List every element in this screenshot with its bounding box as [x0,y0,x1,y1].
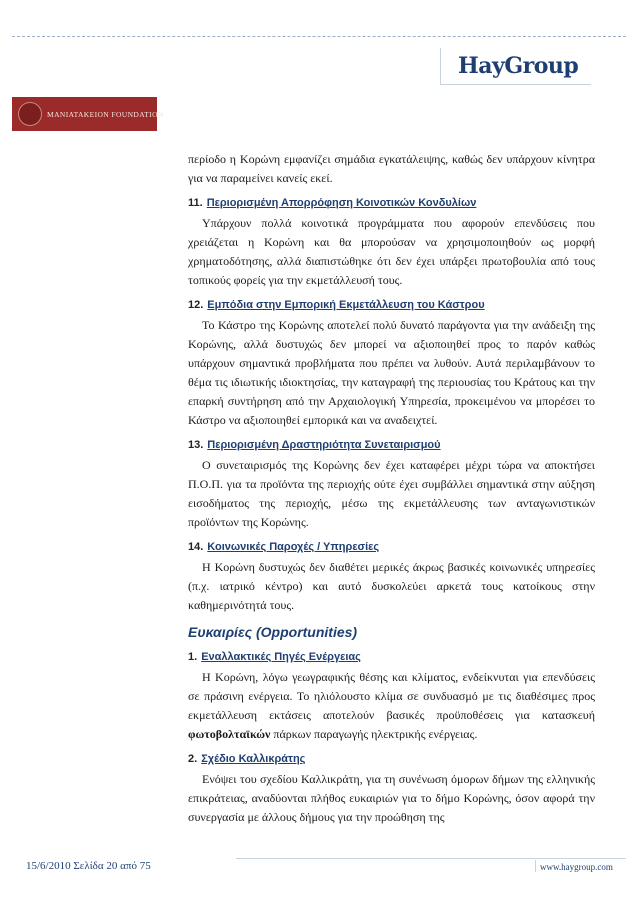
top-divider [12,36,626,37]
footer-divider [236,858,626,859]
section-number: 13. [188,439,204,451]
page-info: 15/6/2010 Σελίδα 20 από 75 [26,860,151,872]
section-title: Κοινωνικές Παροχές / Υπηρεσίες [207,541,380,553]
section-paragraph-14: Η Κορώνη δυστυχώς δεν διαθέτει μερικές άκρως βασικές κοινωνικές υπηρεσίες (π.χ. ιατρικό κέντρο) και αυτό δυσκολεύει αρκετά τους κατοίκους στην καθημερινότητά τους. [188,560,595,612]
section-paragraph-13: Ο συνεταιρισμός της Κορώνης δεν έχει καταφέρει μέχρι τώρα να αποκτήσει Π.Ο.Π. για τα προϊόντα της περιοχής ούτε έχει συμβάλλει σημαντικά στην αύξηση εισοδήματος της περιοχής, μέσω της εκμετάλλευσης των ανταγωνιστικών προϊόντων της Κορώνης. [188,458,595,529]
section-paragraph-11: Υπάρχουν πολλά κοινοτικά προγράμματα που αφορούν επενδύσεις που χρειάζεται η Κορώνη και θα μπορούσαν να χρησιμοποιηθούν ως μορφή χρηματοδότησης, αλλά διαπιστώθηκε ότι δεν έχει υπάρξει πρωτοβουλία από τους τοπικούς φορείς για την εκμετάλλευσή τους. [188,216,595,287]
opportunity-title: Εναλλακτικές Πηγές Ενέργειας [201,651,361,663]
section-number: 12. [188,299,204,311]
opportunity-number: 1. [188,651,198,663]
haygroup-logo [440,48,626,86]
document-body [188,150,595,827]
foundation-banner [12,97,164,131]
section-title: Περιορισμένη Απορρόφηση Κοινοτικών Κονδυλίων [206,197,477,209]
opportunity-paragraph-1 [188,668,595,744]
foundation-emblem-icon [18,102,42,126]
section-title: Εμπόδια στην Εμπορική Εκμετάλλευση του Κάστρου [207,299,485,311]
opportunity-paragraph-2: Ενόψει του σχεδίου Καλλικράτη, για τη συνένωση όμορων δήμων της ελληνικής επικράτειας, αναδύονται πλήθος ευκαιριών για το δήμο Κορώνης, όσον αφορά την συνεργασία με άλλους δήμους για την προώθηση της [188,772,595,824]
footer-separator [535,860,536,872]
opportunity-number: 2. [188,753,198,765]
bold-term: φωτοβολταϊκών [188,727,271,741]
website-link[interactable]: www.haygroup.com [540,862,613,872]
section-heading-14 [188,538,595,557]
section-title: Περιορισμένη Δραστηριότητα Συνεταιρισμού [207,439,441,451]
section-heading-12 [188,296,595,315]
banner-text: MANIATAKEION FOUNDATION [47,109,164,119]
opportunity-heading-2 [188,750,595,769]
paragraph-text: Η Κορώνη, λόγω γεωγραφικής θέσης και κλίματος, ενδείκνυται για επενδύσεις σε πράσινη ενέργεια. Το ηλιόλουστο κλίμα σε συνδυασμό με τις διαθέσιμες προς εκμετάλλευση εκτάσεις αποτελούν βασικές προϋποθέσεις για κατασκευή [188,670,595,722]
section-paragraph-12: Το Κάστρο της Κορώνης αποτελεί πολύ δυνατό παράγοντα για την ανάδειξη της Κορώνης, αλλά δυστυχώς δεν μπορεί να αξιοποιηθεί προς το παρόν καθώς υπάρχουν σημαντικά προβλήματα που πρέπει να λυθούν. Αυτά περιλαμβάνουν το θέμα τις ιδιωτικής ιδιοκτησίας, την καταγραφή της περιουσίας του Κράτους και την επαρκή συντήρηση από την Αρχαιολογική Υπηρεσία, προκειμένου να μπορέσει το Κάστρο να αξιοποιηθεί εμπορικά και να αναδειχτεί. [188,318,595,427]
section-heading-13 [188,436,595,455]
section-heading-11 [188,194,595,213]
paragraph-text: πάρκων παραγωγής ηλεκτρικής ενέργειας. [270,727,478,741]
logo-text: HayGroup [458,53,579,79]
section-number: 11. [188,197,203,209]
opportunity-title: Σχέδιο Καλλικράτης [201,753,306,765]
opportunities-heading: Ευκαιρίες (Opportunities) [188,624,358,640]
intro-paragraph: περίοδο η Κορώνη εμφανίζει σημάδια εγκατάλειψης, καθώς δεν υπάρχουν κίνητρα για να παραμείνει κανείς εκεί. [188,152,595,185]
section-number: 14. [188,541,204,553]
opportunity-heading-1 [188,648,595,667]
